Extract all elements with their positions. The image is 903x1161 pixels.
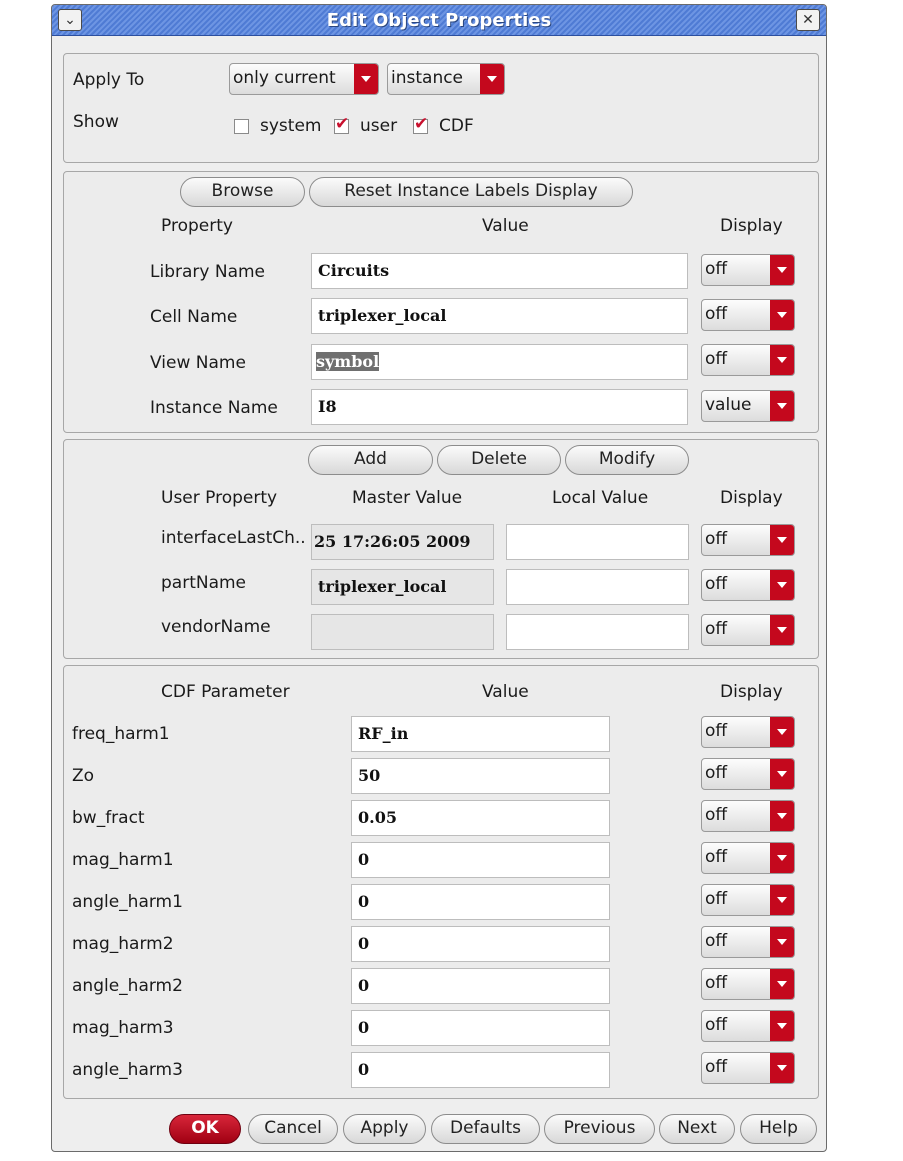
chevron-down-icon [770, 843, 794, 873]
master-value-field[interactable] [311, 614, 494, 650]
cdf-value-field[interactable]: 0 [351, 884, 610, 920]
chevron-down-icon [770, 525, 794, 555]
user-prop-label: vendorName [161, 617, 271, 637]
cdf-display-select[interactable]: off [701, 926, 795, 958]
apply-scope-select[interactable]: only current [229, 63, 379, 95]
chevron-down-icon [480, 64, 504, 94]
chevron-down-icon [770, 759, 794, 789]
system-checkbox[interactable] [234, 119, 249, 134]
show-label: Show [73, 112, 119, 132]
title-bar[interactable] [52, 5, 826, 36]
chevron-down-icon [770, 927, 794, 957]
cdf-display-select[interactable]: off [701, 758, 795, 790]
reset-labels-button[interactable]: Reset Instance Labels Display [309, 177, 633, 207]
chevron-down-icon [770, 885, 794, 915]
user-properties-panel [63, 439, 819, 659]
cdf-param-label: angle_harm2 [72, 976, 183, 996]
cdf-param-label: bw_fract [72, 808, 145, 828]
chevron-down-icon [770, 570, 794, 600]
instance-name-field[interactable]: I8 [311, 389, 688, 425]
window-title: Edit Object Properties [326, 10, 552, 31]
attributes-panel [63, 171, 819, 433]
chevron-down-icon [354, 64, 378, 94]
local-value-field[interactable] [506, 524, 689, 560]
local-value-header: Local Value [552, 488, 649, 508]
user-prop-label: interfaceLastCh.. [161, 528, 306, 548]
cdf-param-label: mag_harm2 [72, 934, 174, 954]
cdf-display-select[interactable]: off [701, 1010, 795, 1042]
user-prop-display-select[interactable]: off [701, 614, 795, 646]
apply-button[interactable]: Apply [343, 1114, 426, 1144]
delete-button[interactable]: Delete [437, 445, 561, 475]
chevron-down-icon [770, 969, 794, 999]
edit-object-properties-window [51, 4, 827, 1152]
view-name-display-select[interactable]: off [701, 344, 795, 376]
checkmark-icon: ✔ [414, 114, 429, 134]
cdf-param-label: freq_harm1 [72, 724, 170, 744]
cdf-value-field[interactable]: 0 [351, 968, 610, 1004]
user-checkbox[interactable] [334, 114, 350, 134]
cancel-button[interactable]: Cancel [248, 1114, 338, 1144]
cell-name-label: Cell Name [150, 307, 238, 327]
master-value-field[interactable]: triplexer_local [311, 569, 494, 605]
cell-name-display-select[interactable]: off [701, 299, 795, 331]
cdf-parameter-header: CDF Parameter [161, 682, 290, 702]
chevron-down-icon [770, 255, 794, 285]
library-name-display-select[interactable]: off [701, 254, 795, 286]
master-value-field[interactable]: 25 17:26:05 2009 [311, 524, 494, 560]
user-property-header: User Property [161, 488, 278, 508]
next-button[interactable]: Next [659, 1114, 735, 1144]
user-display-header: Display [720, 488, 783, 508]
cell-name-field[interactable]: triplexer_local [311, 298, 688, 334]
cdf-display-select[interactable]: off [701, 884, 795, 916]
cdf-display-select[interactable]: off [701, 842, 795, 874]
master-value-header: Master Value [352, 488, 463, 508]
library-name-label: Library Name [150, 262, 265, 282]
close-icon[interactable]: ✕ [796, 9, 820, 31]
defaults-button[interactable]: Defaults [431, 1114, 540, 1144]
cdf-checkbox[interactable] [413, 114, 429, 134]
property-header: Property [161, 216, 233, 236]
chevron-down-icon [770, 300, 794, 330]
cdf-display-select[interactable]: off [701, 716, 795, 748]
cdf-value-field[interactable]: 50 [351, 758, 610, 794]
user-prop-label: partName [161, 573, 247, 593]
system-label: system [260, 116, 322, 136]
help-button[interactable]: Help [740, 1114, 817, 1144]
local-value-field[interactable] [506, 569, 689, 605]
library-name-field[interactable]: Circuits [311, 253, 688, 289]
user-label: user [360, 116, 398, 136]
modify-button[interactable]: Modify [565, 445, 689, 475]
browse-button[interactable]: Browse [180, 177, 305, 207]
cdf-param-label: Zo [72, 766, 95, 786]
instance-name-label: Instance Name [150, 398, 278, 418]
apply-to-panel [63, 53, 819, 163]
chevron-down-icon [770, 717, 794, 747]
chevron-down-icon [770, 345, 794, 375]
cdf-display-select[interactable]: off [701, 1052, 795, 1084]
chevron-down-icon [770, 615, 794, 645]
add-button[interactable]: Add [308, 445, 433, 475]
cdf-parameters-panel [63, 665, 819, 1099]
local-value-field[interactable] [506, 614, 689, 650]
apply-to-label: Apply To [73, 70, 145, 90]
checkmark-icon: ✔ [335, 114, 350, 134]
chevron-down-icon [770, 391, 794, 421]
value-header: Value [482, 216, 529, 236]
cdf-param-label: mag_harm3 [72, 1018, 174, 1038]
cdf-value-field[interactable]: 0 [351, 1052, 610, 1088]
previous-button[interactable]: Previous [544, 1114, 655, 1144]
cdf-value-field[interactable]: 0.05 [351, 800, 610, 836]
user-prop-display-select[interactable]: off [701, 569, 795, 601]
cdf-value-field[interactable]: 0 [351, 842, 610, 878]
cdf-param-label: mag_harm1 [72, 850, 174, 870]
instance-name-display-select[interactable]: value [701, 390, 795, 422]
view-name-value: symbol [316, 352, 380, 371]
cdf-display-select[interactable]: off [701, 968, 795, 1000]
cdf-display-select[interactable]: off [701, 800, 795, 832]
cdf-value-header: Value [482, 682, 529, 702]
chevron-down-icon [770, 1011, 794, 1041]
ok-button[interactable]: OK [169, 1114, 241, 1144]
user-prop-display-select[interactable]: off [701, 524, 795, 556]
cdf-label: CDF [439, 116, 474, 136]
cdf-display-header: Display [720, 682, 783, 702]
display-header: Display [720, 216, 783, 236]
cdf-param-label: angle_harm3 [72, 1060, 183, 1080]
view-name-field[interactable] [311, 344, 688, 380]
window-menu-icon[interactable]: ⌄ [58, 9, 82, 31]
cdf-value-field[interactable]: 0 [351, 1010, 610, 1046]
apply-target-select[interactable]: instance [387, 63, 505, 95]
chevron-down-icon [770, 801, 794, 831]
cdf-value-field[interactable]: RF_in [351, 716, 610, 752]
view-name-label: View Name [150, 353, 246, 373]
cdf-value-field[interactable]: 0 [351, 926, 610, 962]
cdf-param-label: angle_harm1 [72, 892, 183, 912]
chevron-down-icon [770, 1053, 794, 1083]
